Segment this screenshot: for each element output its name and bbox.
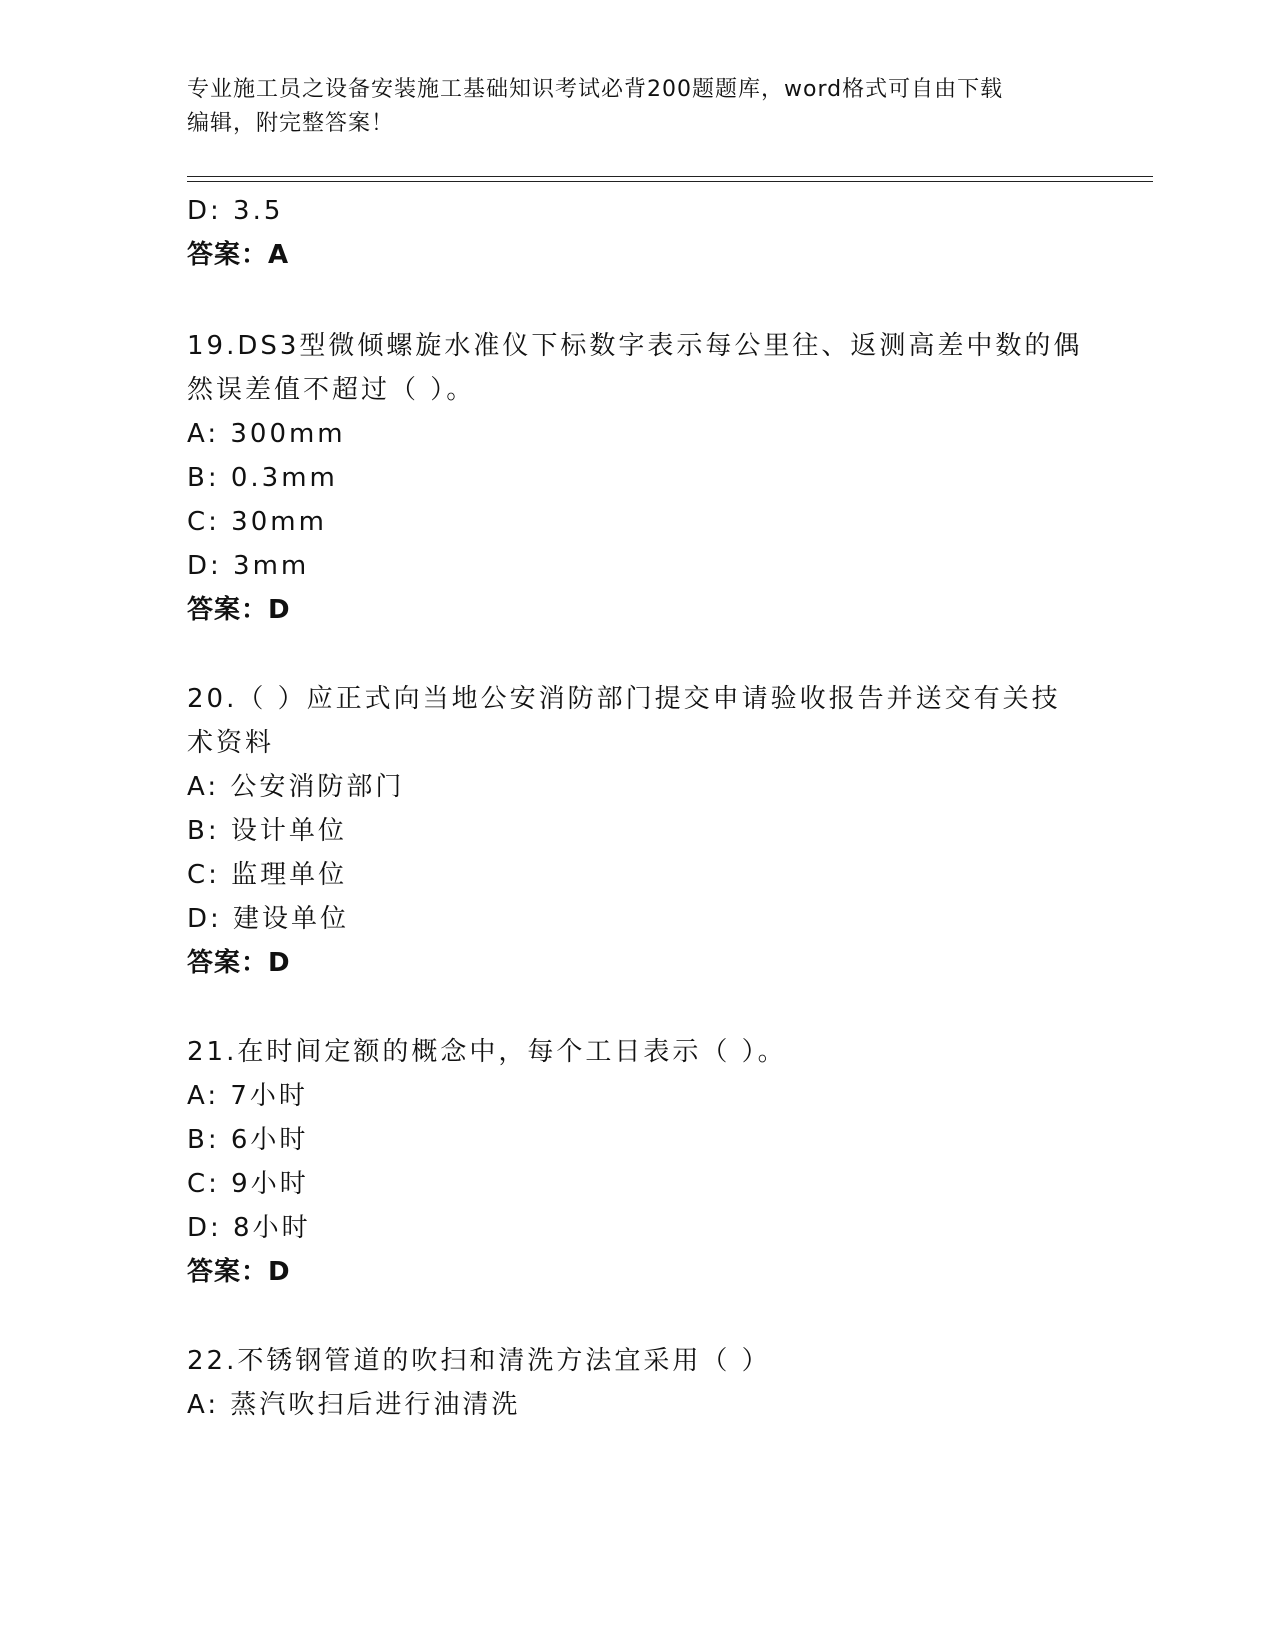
option-c: C: 9小时 [187, 1169, 309, 1199]
option-a: A: 公安消防部门 [187, 772, 405, 802]
option-d: D: 3.5 [187, 196, 284, 226]
option-b: B: 设计单位 [187, 816, 347, 846]
answer: 答案：D [187, 948, 291, 978]
option-d: D: 8小时 [187, 1213, 311, 1243]
question-text-line-1: 21.在时间定额的概念中，每个工日表示（ ）。 [187, 1037, 787, 1067]
answer: 答案：D [187, 1257, 291, 1287]
header-divider-top [187, 176, 1153, 177]
question-text-line-1: 20.（ ）应正式向当地公安消防部门提交申请验收报告并送交有关技 [187, 684, 1061, 714]
option-d: D: 建设单位 [187, 904, 350, 934]
question-text-line-1: 19.DS3型微倾螺旋水准仪下标数字表示每公里往、返测高差中数的偶 [187, 331, 1083, 361]
option-a: A: 蒸汽吹扫后进行油清洗 [187, 1390, 521, 1420]
header-title-line-2: 编辑，附完整答案！ [187, 111, 395, 136]
option-c: C: 监理单位 [187, 860, 348, 890]
option-a: A: 300mm [187, 419, 346, 449]
question-text-line-2: 然误差值不超过（ ）。 [187, 375, 476, 405]
answer: 答案：D [187, 595, 291, 625]
option-b: B: 6小时 [187, 1125, 309, 1155]
header-title-line-1: 专业施工员之设备安装施工基础知识考试必背200题题库，word格式可自由下载 [187, 77, 1004, 102]
option-d: D: 3mm [187, 551, 310, 581]
option-c: C: 30mm [187, 507, 327, 537]
question-text-line-1: 22.不锈钢管道的吹扫和清洗方法宜采用（ ） [187, 1346, 771, 1376]
header-divider-bottom [187, 181, 1153, 182]
option-a: A: 7小时 [187, 1081, 308, 1111]
option-b: B: 0.3mm [187, 463, 338, 493]
answer: 答案：A [187, 240, 290, 270]
question-text-line-2: 术资料 [187, 728, 275, 758]
